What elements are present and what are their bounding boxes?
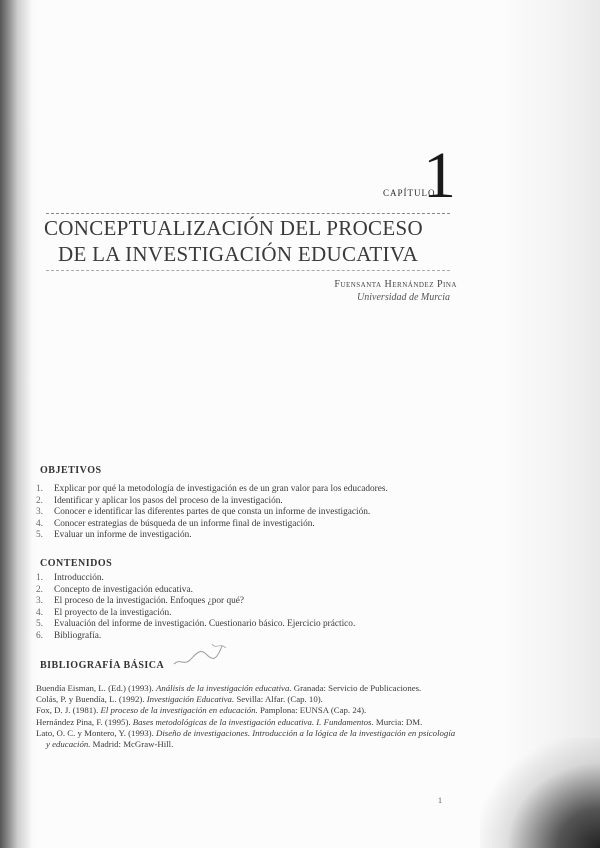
bibliography-entry-title: Bases metodológicas de la investigación educativa. I. Fundamentos. — [132, 716, 374, 727]
bibliography-entry — [36, 705, 456, 716]
chapter-label — [383, 139, 458, 213]
contents-heading: CONTENIDOS — [40, 558, 113, 569]
bibliography-entry-post: Pamplona: EUNSA (Cap. 24). — [257, 705, 367, 716]
bibliography-entry-pre: Fox, D. J. (1981). — [36, 705, 101, 716]
content-item-text: Bibliografía. — [54, 630, 102, 641]
content-item-number: 5. — [36, 619, 43, 630]
corner-shadow — [480, 738, 600, 848]
objective-item — [36, 484, 388, 496]
content-item-text: Introducción. — [54, 573, 104, 583]
content-item — [36, 585, 355, 597]
page-number: 1 — [438, 796, 442, 805]
bibliography-entry-post: Sevilla: Alfar. (Cap. 10). — [234, 694, 323, 705]
objective-item-number: 2. — [36, 495, 43, 506]
bibliography-entry-post: Murcia: DM. — [373, 716, 423, 727]
content-item-text: Concepto de investigación educativa. — [54, 584, 193, 595]
objective-item-text: Conocer estrategias de búsqueda de un informe final de investigación. — [54, 518, 315, 529]
content-item-number: 4. — [36, 607, 43, 618]
bibliography-list — [36, 683, 456, 750]
bibliography-entry-post: Madrid: McGraw-Hill. — [90, 739, 174, 750]
bibliography-entry-title: Diseño de investigaciones. Introducción a la lógica de la investigación en psicología y educación. — [46, 727, 456, 750]
objective-item-number: 1. — [36, 484, 43, 494]
bibliography-entry — [36, 694, 456, 705]
chapter-title-line-1: CONCEPTUALIZACIÓN DEL PROCESO — [44, 216, 423, 240]
bibliography-entry-title: El proceso de la investigación en educación. — [100, 705, 258, 716]
objective-item — [36, 519, 388, 531]
author-affiliation: Universidad de Murcia — [357, 292, 450, 303]
content-item — [36, 573, 355, 585]
objective-item-number: 5. — [36, 530, 43, 541]
contents-list — [36, 573, 355, 643]
content-item-text: Evaluación del informe de investigación. Cuestionario básico. Ejercicio práctico. — [54, 619, 356, 630]
chapter-title-line-2: DE LA INVESTIGACIÓN EDUCATIVA — [58, 242, 419, 266]
objective-item — [36, 507, 388, 519]
objective-item-text: Conocer e identificar las diferentes partes de que consta un informe de investigación. — [54, 507, 371, 518]
content-item — [36, 596, 355, 608]
objectives-list — [36, 484, 388, 542]
content-item-text: El proceso de la investigación. Enfoques ¿por qué? — [54, 596, 245, 607]
bibliography-entry-pre: Hernández Pina, F. (1995). — [36, 716, 133, 727]
bibliography-entry-title: Análisis de la investigación educativa. — [155, 683, 292, 693]
bibliography-entry-pre: Buendía Eisman, L. (Ed.) (1993). — [36, 683, 156, 693]
bibliography-entry-pre: Colás, P. y Buendía, L. (1992). — [36, 694, 147, 705]
objective-item-number: 4. — [36, 518, 43, 529]
content-item — [36, 608, 355, 620]
content-item-number: 2. — [36, 584, 43, 595]
bibliography-entry-title: Investigación Educativa. — [146, 694, 235, 705]
handwritten-scribble — [172, 640, 232, 670]
objective-item — [36, 496, 388, 508]
title-rule-bottom — [46, 270, 450, 271]
content-item-text: El proyecto de la investigación. — [54, 607, 172, 618]
chapter-word: CAPÍTULO — [383, 188, 436, 198]
objective-item-text: Evaluar un informe de investigación. — [54, 530, 192, 541]
bibliography-entry — [36, 683, 456, 694]
chapter-number: 1 — [423, 139, 456, 212]
objective-item — [36, 530, 388, 542]
binding-shadow — [0, 0, 32, 848]
chapter-title — [44, 215, 464, 267]
title-rule-top — [46, 213, 450, 214]
objectives-heading: OBJETIVOS — [40, 465, 102, 476]
content-item-number: 1. — [36, 573, 43, 583]
content-item-number: 6. — [36, 630, 43, 641]
bibliography-entry-pre: Lato, O. C. y Montero, Y. (1993). — [36, 727, 156, 738]
content-item-number: 3. — [36, 596, 43, 607]
author-name: Fuensanta Hernández Pina — [334, 279, 457, 290]
content-item — [36, 619, 355, 631]
bibliography-entry — [36, 728, 456, 750]
bibliography-entry-post: Granada: Servicio de Publicaciones. — [291, 683, 422, 693]
objective-item-text: Identificar y aplicar los pasos del proceso de la investigación. — [54, 495, 283, 506]
bibliography-heading: BIBLIOGRAFÍA BÁSICA — [40, 660, 165, 671]
bibliography-entry — [36, 717, 456, 728]
objective-item-text: Explicar por qué la metodología de investigación es de un gran valor para los educadores. — [54, 484, 388, 494]
objective-item-number: 3. — [36, 507, 43, 518]
